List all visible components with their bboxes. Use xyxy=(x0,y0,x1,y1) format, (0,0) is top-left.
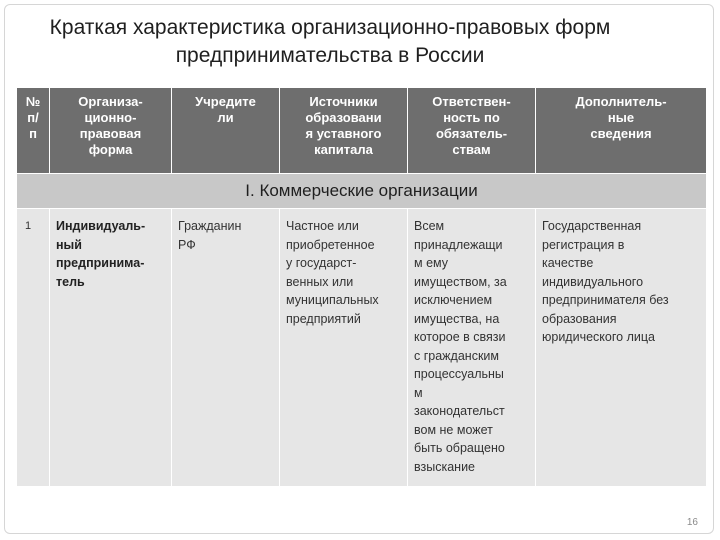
section-title: I. Коммерческие организации xyxy=(17,174,707,209)
header-liability: Ответствен- ность по обязатель- ствам xyxy=(408,88,536,174)
header-form: Организа- ционно- правовая форма xyxy=(50,88,172,174)
header-founders: Учредите ли xyxy=(172,88,280,174)
cell-form: Индивидуаль- ный предпринима- тель xyxy=(50,209,172,487)
header-number: № п/ п xyxy=(17,88,50,174)
header-capital-sources: Источники образовани я уставного капитала xyxy=(280,88,408,174)
cell-capital: Частное или приобретенное у государст- венных или муниципальных предприятий xyxy=(280,209,408,487)
cell-additional: Государственная регистрация в качестве индивидуального предпринимателя без образования юридического лица xyxy=(536,209,707,487)
table-header-row xyxy=(17,88,707,174)
cell-liability: Всем принадлежащи м ему имуществом, за исключением имущества, на которое в связи с гражданским процессуальны м законодательст вом не может быть обращено взыскание xyxy=(408,209,536,487)
title-line-2: предпринимательства в России xyxy=(175,44,485,67)
table-row xyxy=(17,209,707,487)
page-number: 16 xyxy=(686,517,698,528)
slide-title xyxy=(0,14,720,70)
cell-founders: Гражданин РФ xyxy=(172,209,280,487)
section-row xyxy=(17,174,707,209)
organizational-forms-table xyxy=(17,88,707,487)
header-additional-info: Дополнитель- ные сведения xyxy=(536,88,707,174)
cell-number: 1 xyxy=(17,209,50,487)
title-line-1: Краткая характеристика организационно-правовых форм xyxy=(49,16,611,39)
